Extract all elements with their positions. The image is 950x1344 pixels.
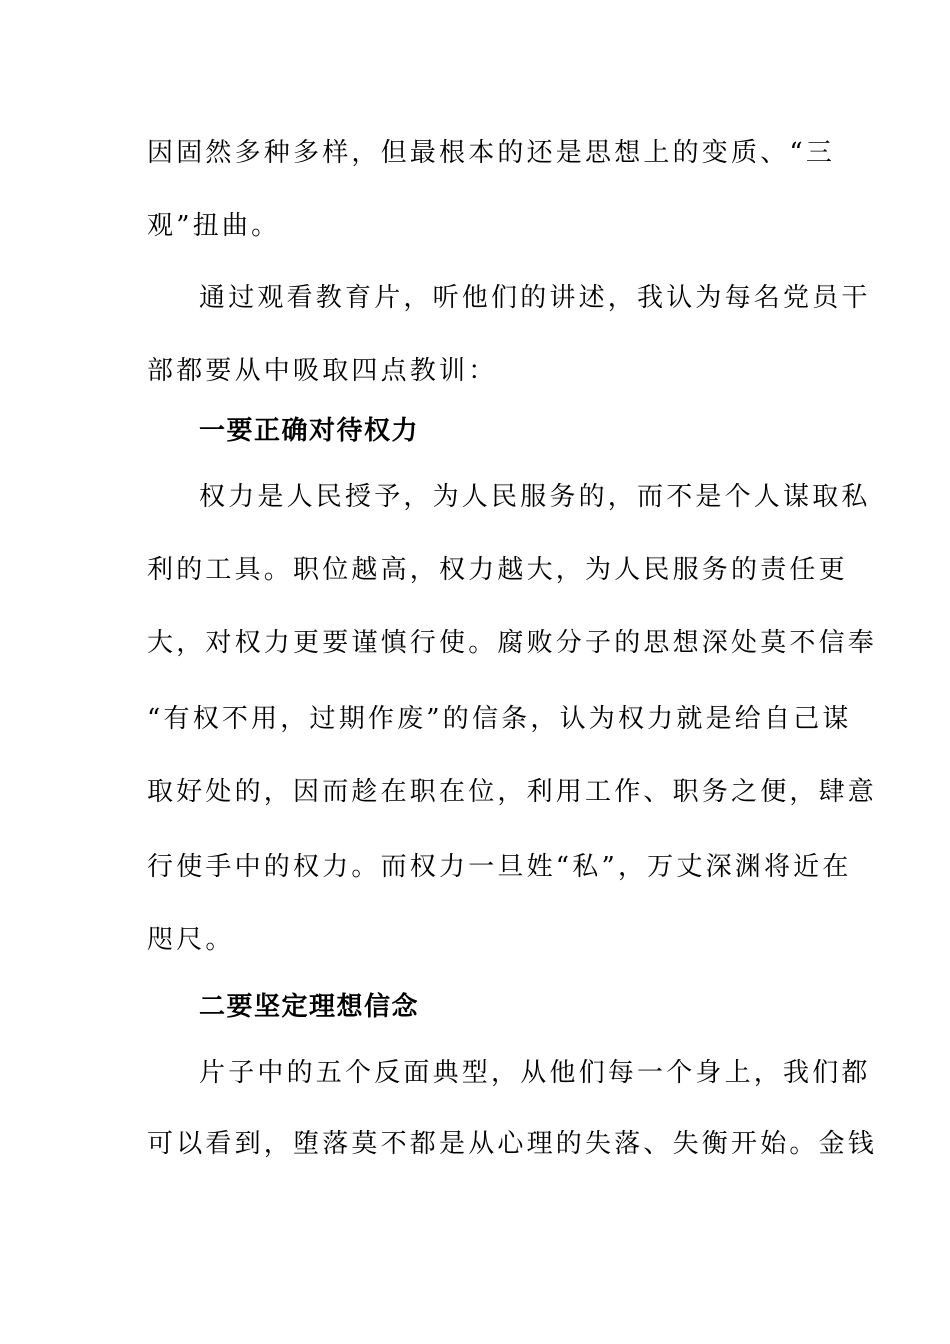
section-heading: 一要正确对待权力: [199, 416, 420, 446]
body-text-line: 大，对权力更要谨慎行使。腐败分子的思想深处莫不信奉: [147, 628, 878, 658]
paragraph-first-line: 通过观看教育片，听他们的讲述，我认为每名党员干: [199, 283, 871, 313]
body-text-line: 利的工具。职位越高，权力越大，为人民服务的责任更: [147, 555, 848, 585]
body-text-line: 行使手中的权力。而权力一旦姓“私”，万丈深渊将近在: [147, 852, 852, 882]
body-text-line: “有权不用，过期作废”的信条，认为权力就是给自己谋: [147, 704, 852, 734]
section-heading: 二要坚定理想信念: [199, 992, 420, 1022]
body-text-line: 取好处的，因而趁在职在位，利用工作、职务之便，肆意: [147, 777, 878, 807]
paragraph-first-line: 权力是人民授予，为人民服务的，而不是个人谋取私: [199, 482, 871, 512]
paragraph-first-line: 片子中的五个反面典型，从他们每一个身上，我们都: [199, 1058, 871, 1088]
body-text-line: 部都要从中吸取四点教训：: [147, 356, 498, 386]
body-text-line: 可以看到，堕落莫不都是从心理的失落、失衡开始。金钱: [147, 1129, 878, 1159]
body-text-line: 观”扭曲。: [147, 211, 281, 241]
body-text-line: 因固然多种多样，但最根本的还是思想上的变质、“三: [147, 138, 836, 168]
body-text-line: 咫尺。: [147, 925, 235, 955]
